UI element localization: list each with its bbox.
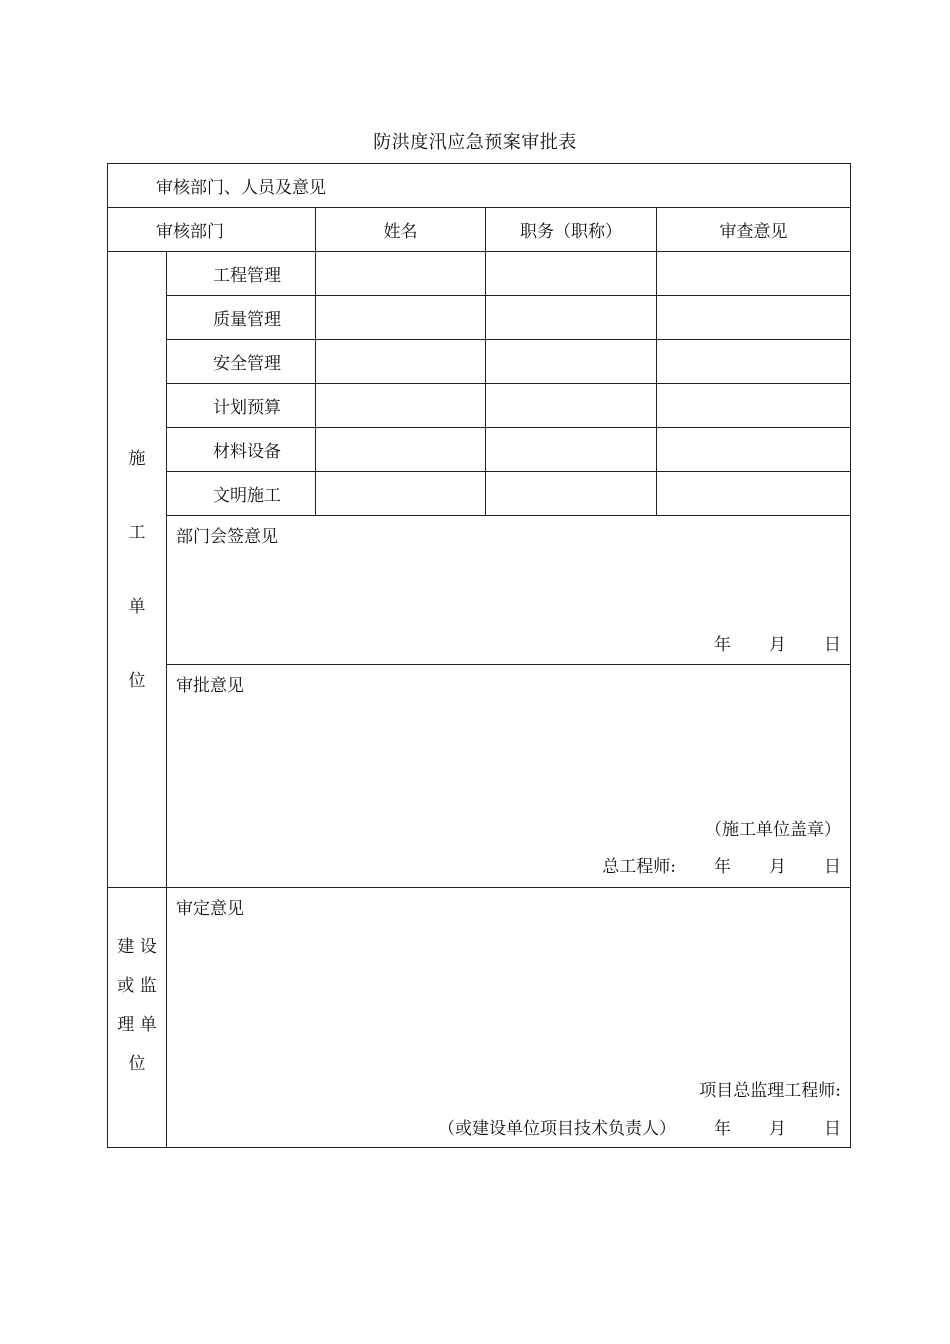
owner-unit-label — [108, 888, 167, 1148]
year-label: 年 — [714, 857, 732, 877]
reviewer-position-field[interactable] — [486, 384, 657, 428]
reviewer-position-field[interactable] — [486, 340, 657, 384]
day-label: 日 — [824, 857, 842, 877]
department-name: 材料设备 — [167, 428, 316, 472]
countersign-label: 部门会签意见 — [176, 527, 278, 547]
countersign-row — [108, 516, 851, 665]
review-signature-line — [438, 1114, 841, 1139]
approval-field[interactable] — [167, 665, 851, 888]
construction-unit-label-char: 施 — [128, 448, 146, 469]
construction-unit-label-char: 位 — [128, 670, 146, 691]
reviewer-opinion-field[interactable] — [657, 252, 851, 296]
column-header-opinion: 审查意见 — [657, 208, 851, 252]
column-header-department: 审核部门 — [108, 208, 316, 252]
reviewer-position-field[interactable] — [486, 252, 657, 296]
approval-signature-line — [602, 852, 841, 877]
approval-form-table — [107, 163, 851, 1148]
countersign-date — [714, 630, 841, 655]
reviewer-opinion-field[interactable] — [657, 428, 851, 472]
owner-unit-label-line: 位 — [128, 1054, 146, 1074]
owner-unit-label-line: 理 单 — [117, 1015, 157, 1035]
day-label: 日 — [824, 635, 842, 655]
table-row — [108, 384, 851, 428]
section-header: 审核部门、人员及意见 — [108, 164, 851, 208]
reviewer-position-field[interactable] — [486, 472, 657, 516]
reviewer-name-field[interactable] — [316, 252, 486, 296]
countersign-field[interactable] — [167, 516, 851, 665]
review-label: 审定意见 — [176, 899, 244, 919]
department-name: 计划预算 — [167, 384, 316, 428]
column-header-name: 姓名 — [316, 208, 486, 252]
reviewer-name-field[interactable] — [316, 340, 486, 384]
reviewer-name-field[interactable] — [316, 472, 486, 516]
chief-supervisor-label: 项目总监理工程师: — [699, 1081, 842, 1101]
reviewer-position-field[interactable] — [486, 428, 657, 472]
column-header-position: 职务（职称） — [486, 208, 657, 252]
column-header-row — [108, 208, 851, 252]
table-row — [108, 428, 851, 472]
seal-note: （施工单位盖章） — [705, 820, 842, 840]
review-field[interactable] — [167, 888, 851, 1148]
construction-unit-label — [108, 252, 167, 888]
form-title: 防洪度汛应急预案审批表 — [373, 132, 577, 153]
reviewer-opinion-field[interactable] — [657, 384, 851, 428]
month-label: 月 — [769, 857, 787, 877]
department-name: 安全管理 — [167, 340, 316, 384]
table-row — [108, 472, 851, 516]
department-name: 质量管理 — [167, 296, 316, 340]
approval-label: 审批意见 — [176, 676, 244, 696]
owner-review-row — [108, 888, 851, 1148]
year-label: 年 — [714, 635, 732, 655]
chief-engineer-label: 总工程师: — [602, 857, 677, 877]
reviewer-opinion-field[interactable] — [657, 340, 851, 384]
section-header-row — [108, 164, 851, 208]
reviewer-opinion-field[interactable] — [657, 296, 851, 340]
department-name: 文明施工 — [167, 472, 316, 516]
table-row — [108, 252, 851, 296]
month-label: 月 — [769, 635, 787, 655]
reviewer-opinion-field[interactable] — [657, 472, 851, 516]
table-row — [108, 340, 851, 384]
alt-signer-label: （或建设单位项目技术负责人） — [438, 1119, 677, 1139]
approval-row — [108, 665, 851, 888]
day-label: 日 — [824, 1119, 842, 1139]
reviewer-name-field[interactable] — [316, 296, 486, 340]
construction-unit-label-char: 单 — [128, 596, 146, 617]
department-name: 工程管理 — [167, 252, 316, 296]
owner-unit-label-line: 或 监 — [117, 976, 157, 996]
construction-unit-label-char: 工 — [128, 522, 146, 543]
reviewer-position-field[interactable] — [486, 296, 657, 340]
year-label: 年 — [714, 1119, 732, 1139]
reviewer-name-field[interactable] — [316, 384, 486, 428]
table-row — [108, 296, 851, 340]
month-label: 月 — [769, 1119, 787, 1139]
reviewer-name-field[interactable] — [316, 428, 486, 472]
owner-unit-label-line: 建 设 — [117, 937, 157, 957]
